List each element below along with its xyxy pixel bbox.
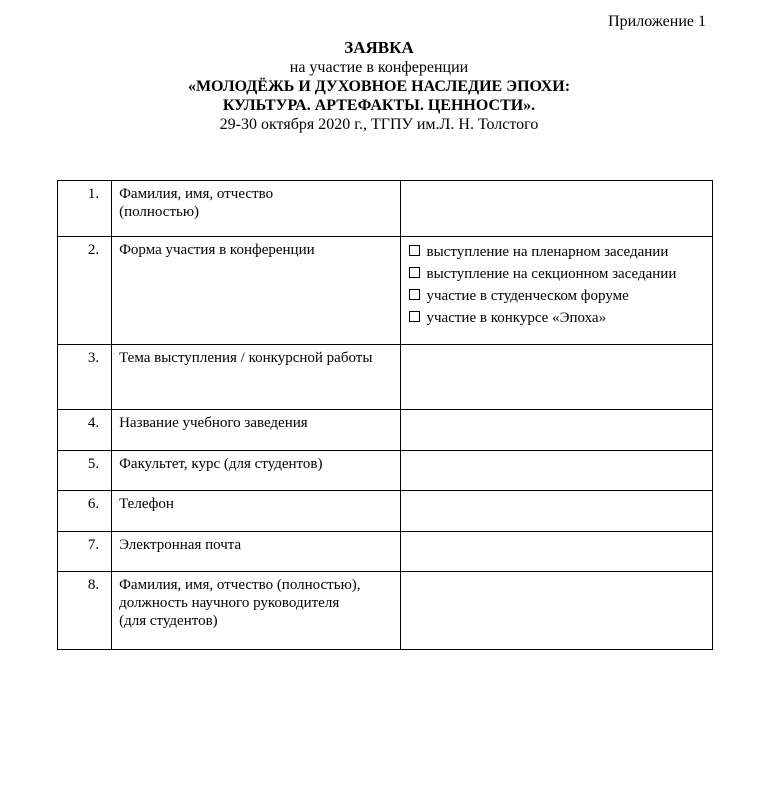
row-label xyxy=(112,572,400,650)
row-label xyxy=(112,410,400,451)
row-label-line: должность научного руководителя xyxy=(119,595,340,611)
row-number: 8. xyxy=(58,572,112,650)
row-label-line: Тема выступления / конкурсной работы xyxy=(119,350,373,366)
table-row xyxy=(58,491,713,532)
document-title: ЗАЯВКА xyxy=(344,38,414,57)
conference-name-line1: «МОЛОДЁЖЬ И ДУХОВНОЕ НАСЛЕДИЕ ЭПОХИ: xyxy=(187,78,571,95)
table-row xyxy=(58,410,713,451)
option-plenary-session[interactable] xyxy=(409,241,706,263)
row-number: 3. xyxy=(58,345,112,410)
row-label xyxy=(112,181,400,237)
table-row xyxy=(58,237,713,345)
table-row xyxy=(58,532,713,572)
checkbox-icon[interactable] xyxy=(409,289,420,300)
option-epoch-contest[interactable] xyxy=(409,307,706,329)
document-subtitle: на участие в конференции xyxy=(289,59,469,76)
row-label-line: Форма участия в конференции xyxy=(119,242,315,258)
conference-date-place: 29-30 октября 2020 г., ТГПУ им.Л. Н. Толстого xyxy=(219,116,539,133)
checkbox-icon[interactable] xyxy=(409,267,420,278)
table-row xyxy=(58,451,713,491)
row-label-line: (для студентов) xyxy=(119,613,218,629)
table-row xyxy=(58,345,713,410)
email-field[interactable] xyxy=(400,532,712,572)
checkbox-icon[interactable] xyxy=(409,245,420,256)
conference-name-line2: КУЛЬТУРА. АРТЕФАКТЫ. ЦЕННОСТИ». xyxy=(222,97,536,114)
option-section-session[interactable] xyxy=(409,263,706,285)
row-number: 7. xyxy=(58,532,112,572)
option-label: выступление на пленарном заседании xyxy=(426,244,669,260)
row-number: 5. xyxy=(58,451,112,491)
row-label xyxy=(112,532,400,572)
option-label: участие в студенческом форуме xyxy=(426,288,629,304)
application-form-table xyxy=(57,180,713,650)
row-number: 6. xyxy=(58,491,112,532)
row-number: 1. xyxy=(58,181,112,237)
row-label xyxy=(112,491,400,532)
table-row xyxy=(58,572,713,650)
full-name-field[interactable] xyxy=(400,181,712,237)
row-label-line: Факультет, курс (для студентов) xyxy=(119,456,323,472)
row-label xyxy=(112,237,400,345)
participation-form-options xyxy=(400,237,712,345)
faculty-course-field[interactable] xyxy=(400,451,712,491)
document-header xyxy=(0,37,758,134)
appendix-label: Приложение 1 xyxy=(608,13,706,30)
phone-field[interactable] xyxy=(400,491,712,532)
option-label: выступление на секционном заседании xyxy=(426,266,677,282)
checkbox-icon[interactable] xyxy=(409,311,420,322)
row-label-line: (полностью) xyxy=(119,204,200,220)
presentation-topic-field[interactable] xyxy=(400,345,712,410)
supervisor-field[interactable] xyxy=(400,572,712,650)
institution-name-field[interactable] xyxy=(400,410,712,451)
row-number: 2. xyxy=(58,237,112,345)
row-label-line: Электронная почта xyxy=(119,537,242,553)
row-label-line: Телефон xyxy=(119,496,174,512)
row-label-line: Фамилия, имя, отчество xyxy=(119,186,274,202)
option-student-forum[interactable] xyxy=(409,285,706,307)
row-label-line: Фамилия, имя, отчество (полностью), xyxy=(119,577,361,593)
row-label xyxy=(112,451,400,491)
table-row xyxy=(58,181,713,237)
row-number: 4. xyxy=(58,410,112,451)
row-label-line: Название учебного заведения xyxy=(119,415,308,431)
row-label xyxy=(112,345,400,410)
option-label: участие в конкурсе «Эпоха» xyxy=(426,310,607,326)
